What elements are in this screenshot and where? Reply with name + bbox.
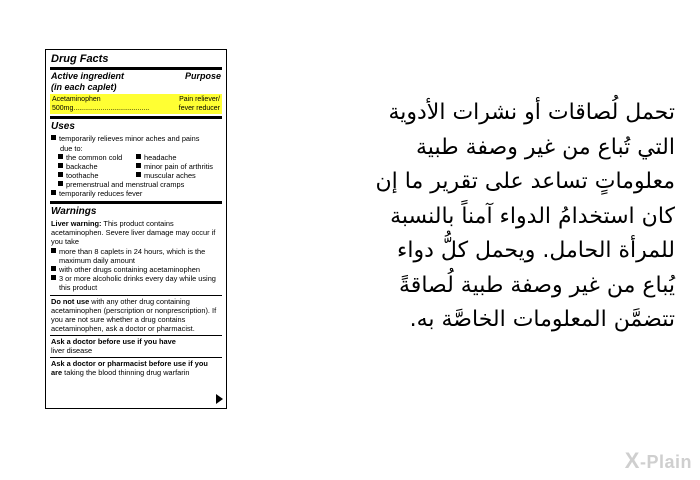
warning-text: more than 8 caplets in 24 hours, which is the maximum daily amount	[59, 246, 206, 265]
arabic-line: تحمل لُصاقات أو نشرات الأدوية	[388, 100, 675, 125]
arabic-paragraph	[240, 96, 675, 338]
do-not-use-text: with any other drug containing acetaminophen (perscription or nonprescription). If you are not sure whether a drug contains acetaminophen, ask a doctor or pharmacist.	[51, 297, 217, 334]
do-not-use	[51, 297, 221, 333]
liver-warning-text: This product contains acetaminophen. Severe liver damage may occur if you take	[51, 218, 216, 246]
uses-text: minor pain of arthritis	[144, 161, 214, 171]
uses-due: due to:	[60, 143, 83, 153]
bullet-icon	[51, 190, 56, 195]
logo-text: -Plain	[639, 452, 692, 472]
ingredient-highlight	[50, 94, 222, 114]
active-ingredient-title: Active ingredient	[51, 71, 125, 82]
divider	[50, 116, 222, 119]
uses-text: toothache	[66, 170, 99, 180]
bullet-icon	[51, 266, 56, 271]
ingredient-purpose-1: Pain reliever/	[179, 96, 220, 104]
do-not-use-label: Do not use	[51, 297, 90, 307]
bullet-icon	[58, 154, 63, 159]
continue-arrow-icon	[216, 394, 223, 404]
divider	[50, 201, 222, 204]
ingredient-name: Acetaminophen	[52, 96, 101, 104]
active-ingredient-header	[51, 70, 221, 92]
liver-warning-label: Liver warning:	[51, 218, 102, 228]
uses-text: headache	[144, 152, 177, 162]
uses-text: premenstrual and menstrual cramps	[66, 179, 185, 189]
logo-x: X	[624, 448, 640, 473]
warning-text: with other drugs containing acetaminophen	[59, 265, 200, 275]
uses-item	[58, 153, 136, 162]
warning-item	[51, 247, 221, 265]
ask-pharmacist-label: Ask a doctor or pharmacist before use if you are	[51, 359, 208, 378]
bullet-icon	[51, 248, 56, 253]
ask-doctor	[51, 337, 221, 355]
warning-text: 3 or more alcoholic drinks every day while using this product	[59, 274, 216, 293]
arabic-line: معلوماتٍ تساعد على تقرير ما إن	[375, 169, 675, 194]
liver-warning	[51, 219, 221, 246]
ask-pharmacist	[51, 359, 221, 377]
ingredient-purpose-2: fever reducer	[178, 105, 220, 113]
uses-text: temporarily reduces fever	[59, 188, 143, 198]
uses-text: the common cold	[66, 152, 123, 162]
xplain-logo	[625, 448, 692, 474]
ingredient-dose: 500mg.......................................	[52, 105, 150, 113]
bullet-icon	[136, 163, 141, 168]
uses-item	[136, 153, 221, 162]
drug-facts-title: Drug Facts	[51, 53, 109, 65]
uses-item	[136, 162, 221, 171]
uses-item	[51, 180, 221, 189]
active-ingredient-subtitle: (in each caplet)	[51, 81, 117, 92]
bullet-icon	[58, 172, 63, 177]
uses-item	[51, 189, 221, 198]
warning-item	[51, 265, 221, 274]
warning-item	[51, 274, 221, 292]
arabic-line: للمرأة الحامل. ويحمل كلُّ دواء	[397, 238, 675, 263]
purpose-header: Purpose	[184, 71, 221, 82]
uses-item	[58, 162, 136, 171]
divider	[50, 335, 222, 336]
uses-text: backache	[66, 161, 98, 171]
divider	[50, 357, 222, 358]
arabic-line: تتضمَّن المعلومات الخاصَّة به.	[409, 307, 675, 332]
arabic-line: يُباع من غير وصفة طبية لُصاقةً	[399, 272, 675, 298]
divider	[50, 295, 222, 296]
uses-title: Uses	[51, 121, 75, 133]
ask-pharmacist-text: taking the blood thinning drug warfarin	[62, 368, 190, 378]
bullet-icon	[136, 172, 141, 177]
uses-item	[51, 134, 221, 143]
uses-text: temporarily relieves minor aches and pains	[59, 134, 200, 144]
bullet-icon	[51, 135, 56, 140]
arabic-line: كان استخدامُ الدواء آمناً بالنسبة	[390, 203, 675, 229]
bullet-icon	[51, 275, 56, 280]
warnings-title: Warnings	[51, 205, 97, 217]
bullet-icon	[58, 163, 63, 168]
bullet-icon	[136, 154, 141, 159]
uses-item	[136, 171, 221, 180]
uses-item	[58, 171, 136, 180]
bullet-icon	[58, 181, 63, 186]
ask-doctor-text: liver disease	[51, 346, 93, 356]
ask-doctor-label: Ask a doctor before use if you have	[51, 337, 176, 347]
arabic-line: التي تُباع من غير وصفة طبية	[416, 134, 675, 160]
drug-facts-label	[45, 49, 227, 409]
uses-text: muscular aches	[144, 170, 196, 180]
uses-grid	[51, 153, 221, 180]
